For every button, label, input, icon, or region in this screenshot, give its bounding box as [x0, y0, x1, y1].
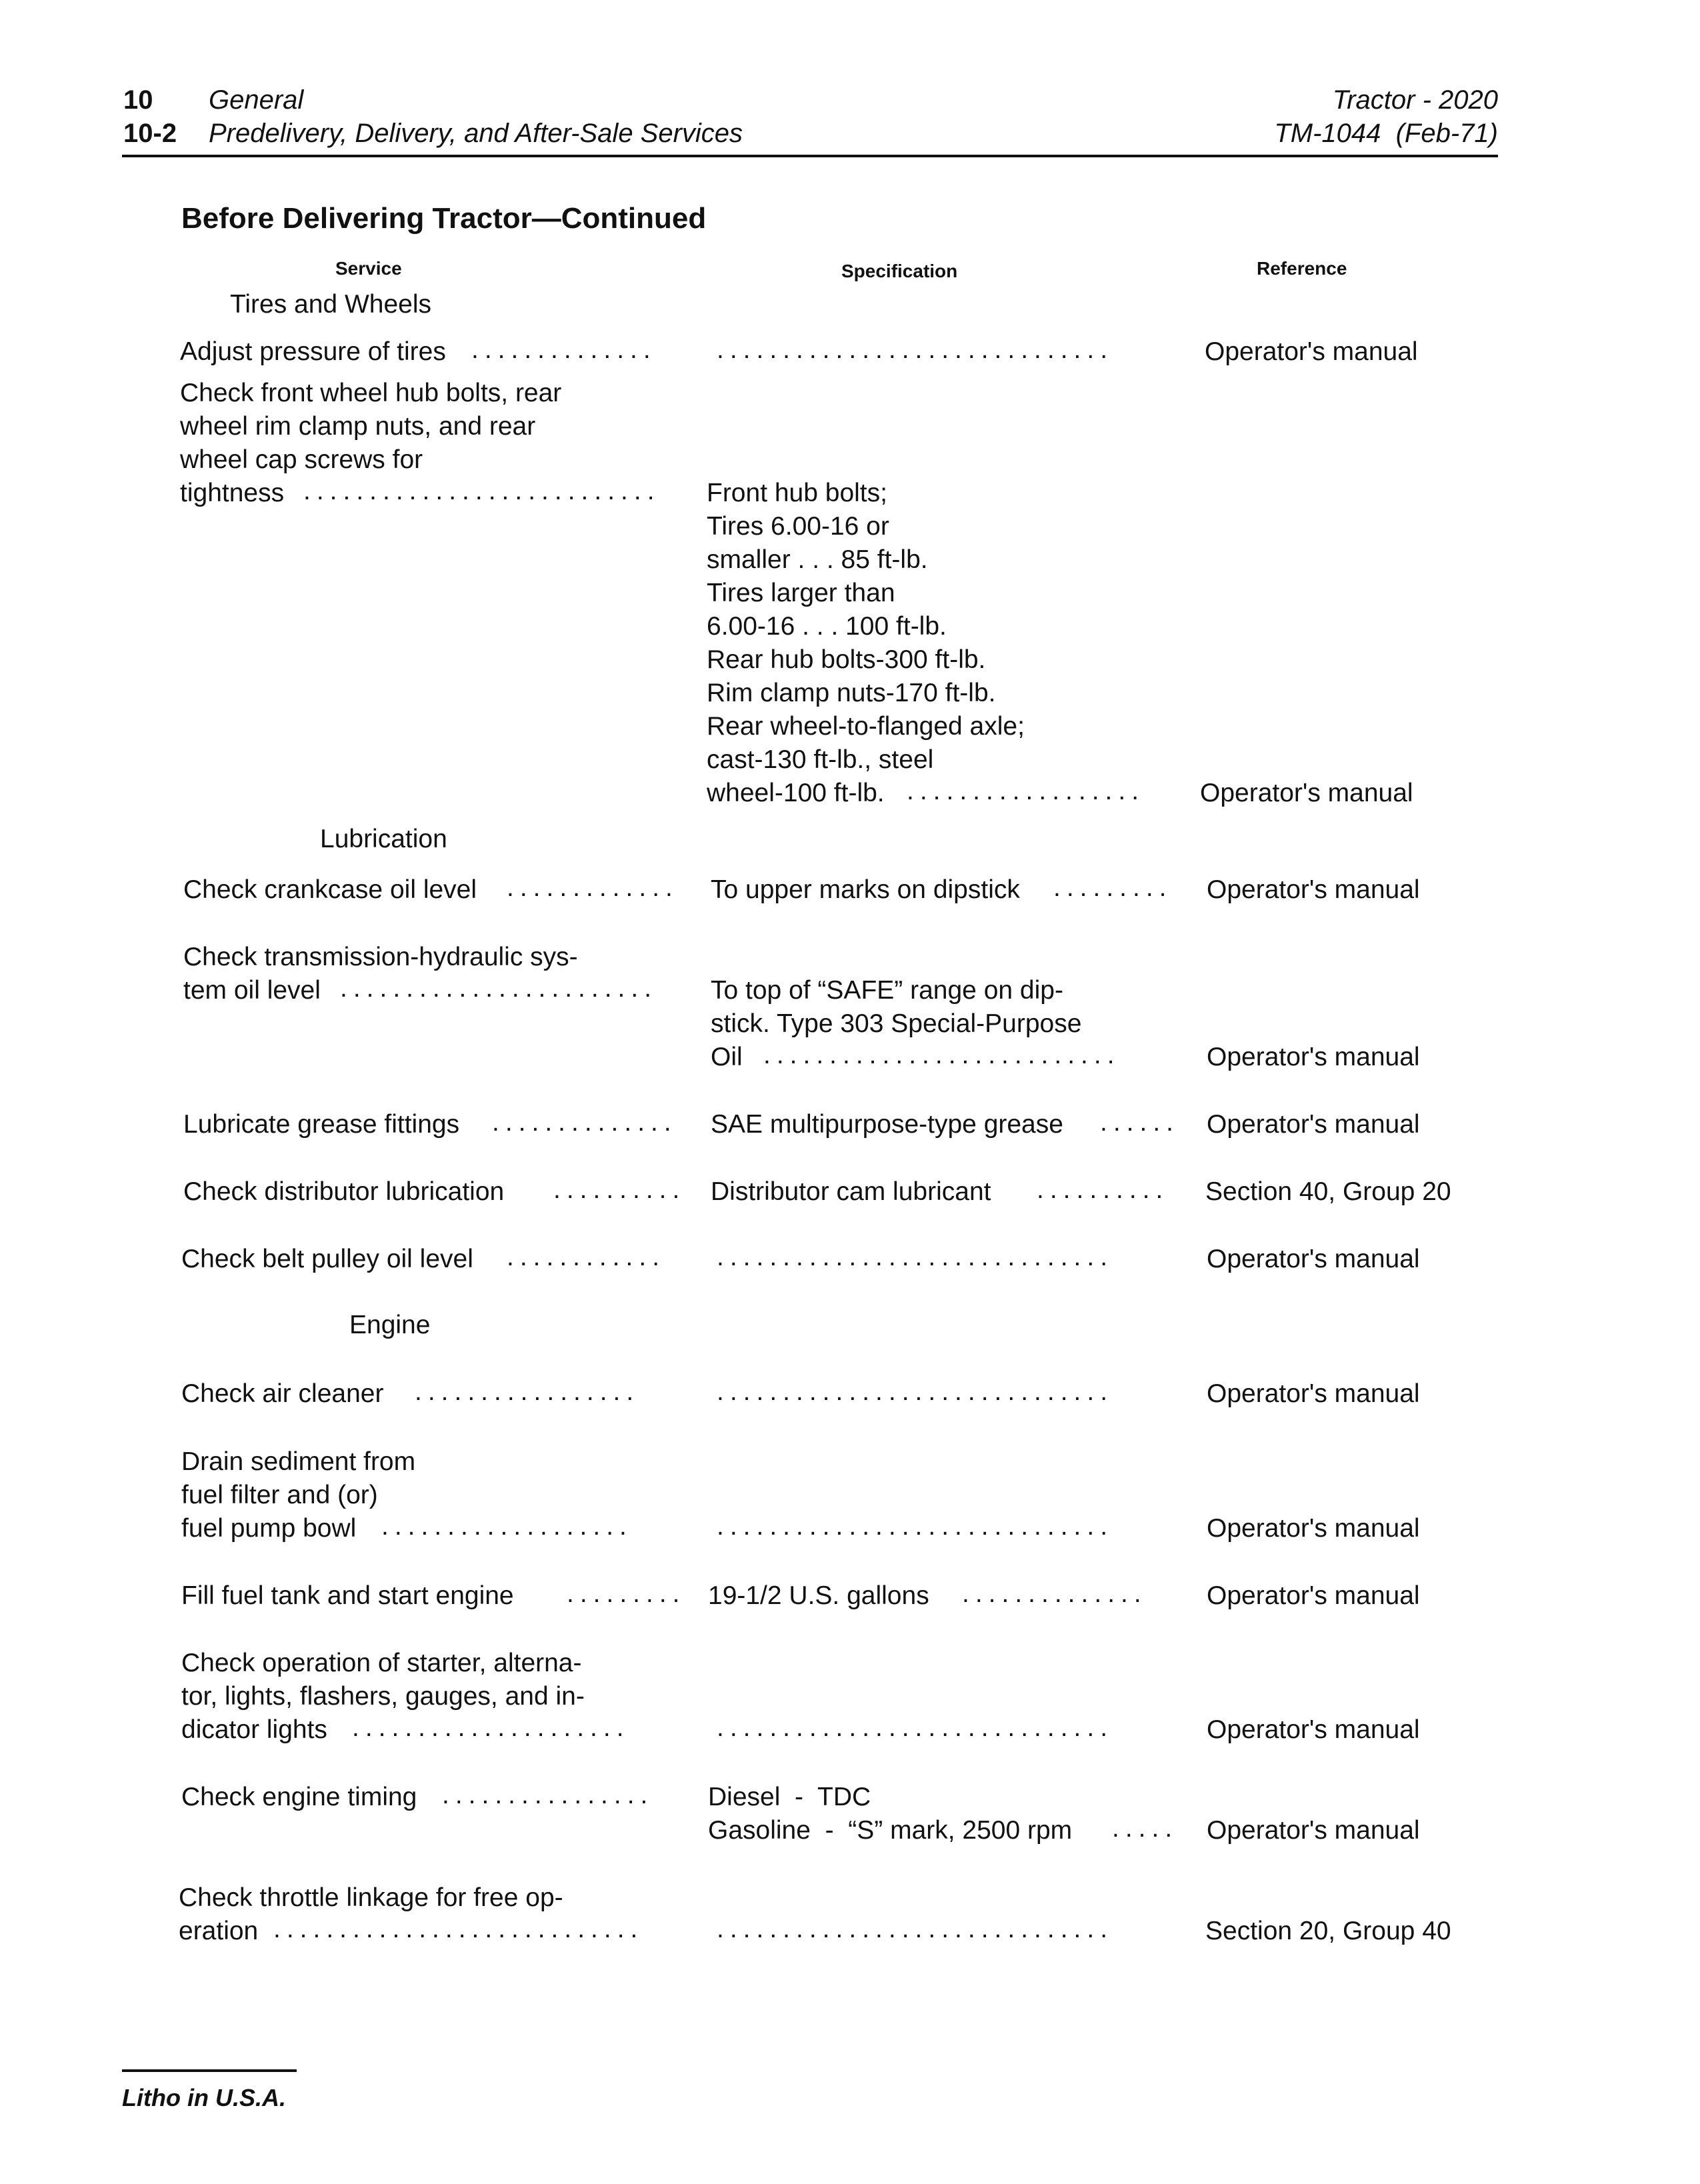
spec-timing-line: Diesel - TDC	[708, 1783, 871, 1811]
dot-leader: ..............	[962, 1579, 1147, 1608]
dot-leader: ..............................	[717, 1377, 1114, 1406]
dot-leader: ............................	[273, 1915, 644, 1943]
dot-leader: ..............................	[717, 1713, 1114, 1742]
manual-number: TM-1044 (Feb-71)	[1274, 119, 1498, 148]
spec-transmission-line: stick. Type 303 Special-Purpose	[711, 1009, 1082, 1038]
spec-hub-bolts-line: Tires larger than	[707, 579, 895, 607]
header-rule	[122, 155, 1498, 157]
spec-transmission-line: Oil	[711, 1043, 743, 1071]
service-starter-line: dicator lights	[181, 1715, 327, 1744]
column-header-service: Service	[335, 258, 402, 279]
spec-hub-bolts-line: cast-130 ft-lb., steel	[707, 745, 934, 774]
service-fuel-tank: Fill fuel tank and start engine	[181, 1581, 514, 1610]
spec-hub-bolts-line: wheel-100 ft-lb.	[707, 779, 885, 807]
spec-hub-bolts-line: Tires 6.00-16 or	[707, 512, 889, 541]
group-heading-tires: Tires and Wheels	[230, 290, 432, 319]
service-belt-pulley: Check belt pulley oil level	[181, 1245, 473, 1273]
spec-timing-line: Gasoline - “S” mark, 2500 rpm	[708, 1816, 1073, 1845]
column-header-reference: Reference	[1257, 258, 1347, 279]
service-adjust-pressure: Adjust pressure of tires	[180, 337, 446, 366]
spec-hub-bolts-line: Rear wheel-to-flanged axle;	[707, 712, 1025, 741]
dot-leader: ..................	[907, 777, 1145, 805]
service-starter-line: tor, lights, flashers, gauges, and in-	[181, 1682, 585, 1711]
service-transmission-line: Check transmission-hydraulic sys-	[183, 943, 578, 971]
dot-leader: .....	[1112, 1814, 1179, 1843]
dot-leader: ..............	[471, 335, 657, 364]
spec-grease: SAE multipurpose-type grease	[711, 1110, 1063, 1139]
reference-adjust-pressure: Operator's manual	[1205, 337, 1418, 366]
section-number: 10	[123, 85, 153, 115]
reference-transmission: Operator's manual	[1207, 1043, 1420, 1071]
spec-hub-bolts-line: 6.00-16 . . . 100 ft-lb.	[707, 612, 947, 641]
service-sediment-line: Drain sediment from	[181, 1447, 416, 1476]
dot-leader: .............	[507, 873, 679, 902]
column-header-specification: Specification	[841, 261, 958, 281]
service-transmission-line: tem oil level	[183, 976, 321, 1005]
dot-leader: .........	[1053, 873, 1173, 902]
spec-fuel-tank: 19-1/2 U.S. gallons	[708, 1581, 929, 1610]
reference-grease: Operator's manual	[1207, 1110, 1420, 1139]
spec-hub-bolts-line: Rear hub bolts-300 ft-lb.	[707, 645, 986, 674]
group-heading-engine: Engine	[349, 1311, 431, 1339]
service-hub-bolts-line: wheel rim clamp nuts, and rear	[180, 412, 536, 441]
service-grease: Lubricate grease fittings	[183, 1110, 460, 1139]
footer-litho: Litho in U.S.A.	[122, 2084, 286, 2111]
service-starter-line: Check operation of starter, alterna-	[181, 1649, 582, 1677]
dot-leader: ..............................	[717, 335, 1114, 364]
service-timing: Check engine timing	[181, 1783, 417, 1811]
service-throttle-line: Check throttle linkage for free op-	[179, 1883, 563, 1912]
dot-leader: ..............	[492, 1108, 677, 1137]
spec-crankcase: To upper marks on dipstick	[711, 875, 1020, 904]
reference-distributor: Section 40, Group 20	[1205, 1177, 1451, 1206]
spec-distributor: Distributor cam lubricant	[711, 1177, 991, 1206]
service-crankcase: Check crankcase oil level	[183, 875, 477, 904]
dot-leader: ...................	[381, 1512, 633, 1541]
spec-transmission-line: To top of “SAFE” range on dip-	[711, 976, 1063, 1005]
reference-belt-pulley: Operator's manual	[1207, 1245, 1420, 1273]
reference-air-cleaner: Operator's manual	[1207, 1379, 1420, 1408]
group-title: Predelivery, Delivery, and After-Sale Services	[209, 119, 743, 148]
service-sediment-line: fuel filter and (or)	[181, 1481, 378, 1509]
service-distributor: Check distributor lubrication	[183, 1177, 505, 1206]
spec-hub-bolts-line: Rim clamp nuts-170 ft-lb.	[707, 679, 996, 707]
dot-leader: ..............................	[717, 1243, 1114, 1271]
dot-leader: ..........	[1037, 1175, 1169, 1204]
page-title: Before Delivering Tractor—Continued	[181, 202, 707, 235]
service-hub-bolts-line: wheel cap screws for	[180, 445, 423, 474]
group-number: 10-2	[123, 119, 177, 148]
spec-hub-bolts-line: smaller . . . 85 ft-lb.	[707, 545, 928, 574]
spec-hub-bolts-line: Front hub bolts;	[707, 479, 887, 507]
service-sediment-line: fuel pump bowl	[181, 1514, 357, 1543]
dot-leader: ......	[1100, 1108, 1180, 1137]
reference-hub-bolts: Operator's manual	[1200, 779, 1413, 807]
dot-leader: ..........	[553, 1175, 686, 1204]
dot-leader: ...........................	[303, 477, 661, 505]
dot-leader: .........	[567, 1579, 686, 1608]
reference-sediment: Operator's manual	[1207, 1514, 1420, 1543]
service-throttle-line: eration	[179, 1917, 259, 1945]
reference-timing: Operator's manual	[1207, 1816, 1420, 1845]
dot-leader: ............	[507, 1243, 666, 1271]
service-air-cleaner: Check air cleaner	[181, 1379, 384, 1408]
reference-throttle: Section 20, Group 40	[1205, 1917, 1451, 1945]
footer-rule	[122, 2069, 297, 2072]
dot-leader: ..............................	[717, 1915, 1114, 1943]
dot-leader: .....................	[352, 1713, 630, 1742]
reference-crankcase: Operator's manual	[1207, 875, 1420, 904]
dot-leader: ..............................	[717, 1512, 1114, 1541]
dot-leader: ........................	[340, 974, 658, 1003]
group-heading-lubrication: Lubrication	[320, 825, 447, 853]
reference-starter: Operator's manual	[1207, 1715, 1420, 1744]
service-hub-bolts-line: tightness	[180, 479, 285, 507]
section-title: General	[209, 85, 304, 115]
reference-fuel-tank: Operator's manual	[1207, 1581, 1420, 1610]
service-hub-bolts-line: Check front wheel hub bolts, rear	[180, 379, 562, 407]
dot-leader: .................	[415, 1377, 640, 1406]
dot-leader: ...........................	[763, 1041, 1121, 1069]
product-name: Tractor - 2020	[1332, 85, 1498, 115]
dot-leader: ................	[442, 1781, 654, 1809]
